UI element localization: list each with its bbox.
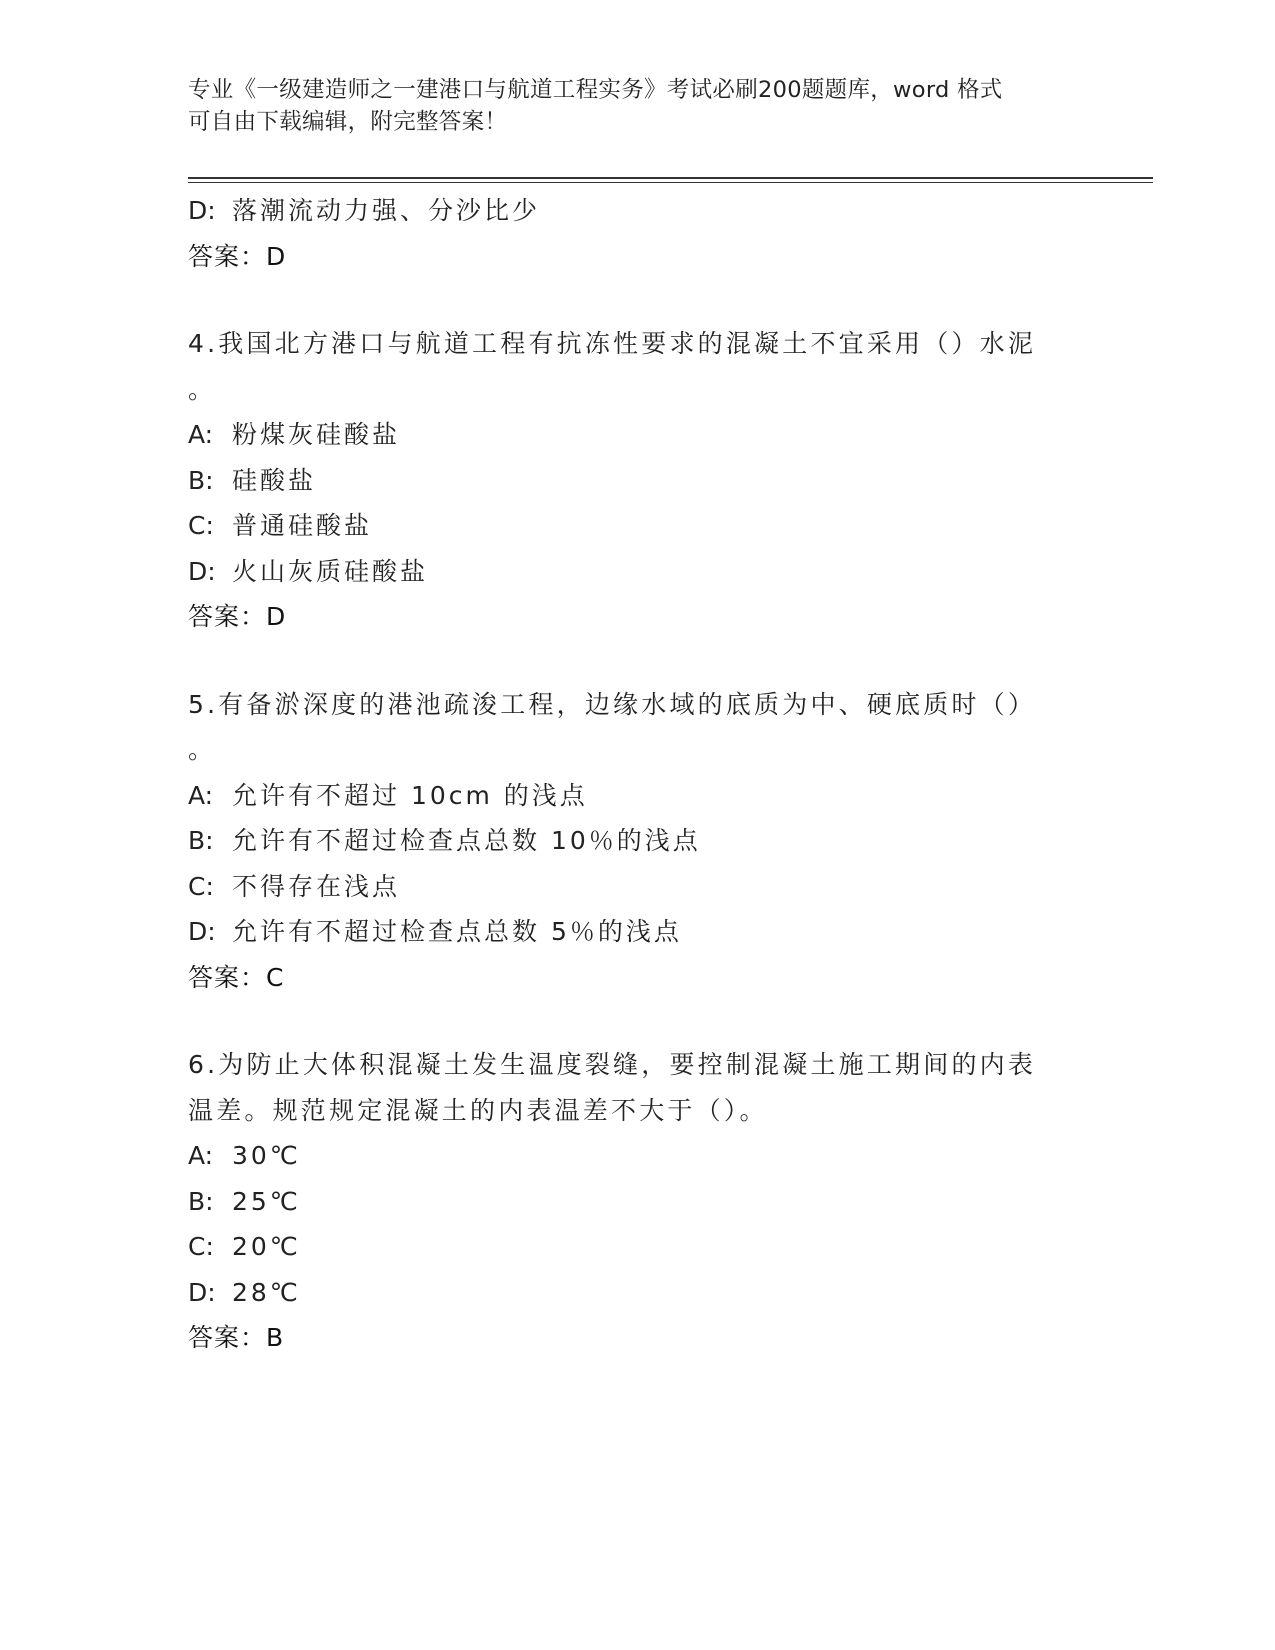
carryover-question <box>188 188 1088 279</box>
option-b <box>188 458 1088 504</box>
option-text: 20℃ <box>232 1232 301 1261</box>
option-b <box>188 818 1088 864</box>
question-stem-line-2: 。 <box>188 735 217 764</box>
option-d <box>188 188 1088 234</box>
option-a <box>188 773 1088 819</box>
question-stem-line-2: 。 <box>188 374 217 404</box>
option-prefix: B: <box>188 826 214 855</box>
option-text: 允许有不超过 10cm 的浅点 <box>232 780 588 810</box>
option-text: 30℃ <box>232 1141 301 1170</box>
document-header <box>188 74 1088 138</box>
option-c <box>188 864 1088 910</box>
answer-line: 答案：B <box>188 1323 285 1352</box>
option-prefix: D: <box>188 556 216 586</box>
option-text: 不得存在浅点 <box>232 871 401 901</box>
answer-line: 答案：D <box>188 602 287 631</box>
question-5 <box>188 682 1088 1001</box>
option-text: 普通硅酸盐 <box>232 511 373 540</box>
option-text: 火山灰质硅酸盐 <box>232 556 429 586</box>
answer-line: 答案：C <box>188 962 285 992</box>
option-d <box>188 549 1088 595</box>
option-text: 25℃ <box>232 1186 301 1216</box>
question-stem <box>188 682 1088 773</box>
option-text: 粉煤灰硅酸盐 <box>232 420 401 449</box>
header-title-line-1: 专业《一级建造师之一建港口与航道工程实务》考试必刷200题题库，word 格式 <box>188 77 1003 103</box>
option-b <box>188 1179 1088 1225</box>
option-text: 允许有不超过检查点总数 10％的浅点 <box>232 826 701 855</box>
option-prefix: C: <box>188 871 214 901</box>
question-stem <box>188 1042 1088 1133</box>
option-d <box>188 1270 1088 1316</box>
answer-line: 答案：D <box>188 241 287 271</box>
header-title-line-2: 可自由下载编辑，附完整答案！ <box>188 109 508 135</box>
option-prefix: C: <box>188 511 214 540</box>
option-text: 落潮流动力强、分沙比少 <box>232 196 541 225</box>
option-prefix: A: <box>188 780 214 810</box>
question-content <box>188 188 1088 1361</box>
header-divider-thin <box>188 182 1153 183</box>
option-prefix: D: <box>188 1277 216 1307</box>
question-stem-line-1: 6.为防止大体积混凝土发生温度裂缝，要控制混凝土施工期间的内表 <box>188 1050 1037 1079</box>
option-c <box>188 503 1088 549</box>
option-a <box>188 412 1088 458</box>
option-c <box>188 1224 1088 1270</box>
option-a <box>188 1133 1088 1179</box>
option-prefix: A: <box>188 420 214 449</box>
question-stem <box>188 321 1088 412</box>
option-d <box>188 909 1088 955</box>
header-divider-thick <box>188 177 1153 179</box>
option-text: 28℃ <box>232 1277 301 1307</box>
option-text: 允许有不超过检查点总数 5％的浅点 <box>232 917 682 946</box>
question-stem-line-2: 温差。规范规定混凝土的内表温差不大于（）。 <box>188 1095 768 1125</box>
option-prefix: B: <box>188 1186 214 1216</box>
question-stem-line-1: 4.我国北方港口与航道工程有抗冻性要求的混凝土不宜采用（）水泥 <box>188 329 1037 358</box>
question-stem-line-1: 5.有备淤深度的港池疏浚工程，边缘水域的底质为中、硬底质时（） <box>188 689 1037 719</box>
question-4 <box>188 321 1088 640</box>
option-prefix: D: <box>188 917 216 946</box>
option-prefix: B: <box>188 465 214 495</box>
option-prefix: D: <box>188 196 216 225</box>
option-prefix: C: <box>188 1232 214 1261</box>
question-6 <box>188 1042 1088 1361</box>
option-text: 硅酸盐 <box>232 465 317 495</box>
option-prefix: A: <box>188 1141 214 1170</box>
